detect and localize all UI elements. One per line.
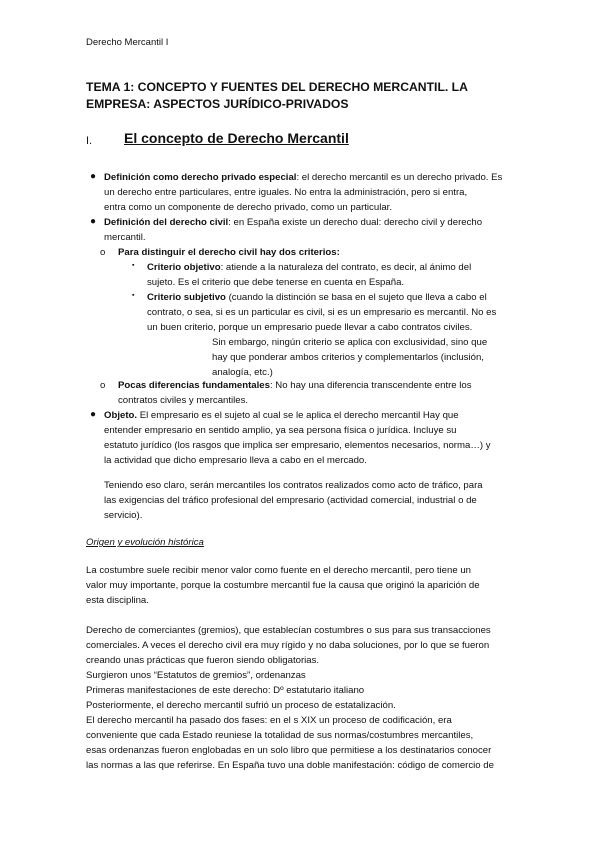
criterio-subjetivo-line-2: contrato, o sea, si es un particular es civil, si es un empresario es mercantil. No es — [147, 307, 497, 318]
document-title: TEMA 1: CONCEPTO Y FUENTES DEL DERECHO MERCANTIL. LA EMPRESA: ASPECTOS JURÍDICO-PRIVADOS — [86, 80, 468, 111]
bullet-circle-icon: o — [100, 380, 106, 391]
bullet-3-line-3: estatuto jurídico (los rasgos que implica ser empresario, elementos necesarios, norma…) y — [104, 440, 491, 451]
criterio-subjetivo-line-4: Sin embargo, ningún criterio se aplica con exclusividad, sino que — [212, 337, 488, 348]
criterio-subjetivo-line-5: hay que ponderar ambos criterios y complementarlos (inclusión, — [212, 352, 484, 363]
bullet-square-icon: ▪ — [132, 262, 135, 269]
paragraph-2-line-3: esta disciplina. — [86, 595, 149, 606]
criterio-subjetivo-line-6: analogía, etc.) — [212, 367, 273, 378]
section-title: El concepto de Derecho Mercantil — [124, 130, 349, 146]
bullet-dot-icon: ● — [90, 409, 97, 420]
paragraph-3-line-7: El derecho mercantil ha pasado dos fases: en el s XIX un proceso de codificación, era — [86, 715, 452, 726]
page-header: Derecho Mercantil I — [86, 37, 169, 48]
bullet-3-line-2: entender empresario en sentido amplio, ya sea persona física o jurídica. Incluye su — [104, 425, 457, 436]
bullet-dot-icon: ● — [90, 216, 97, 227]
paragraph-1-line-1: Teniendo eso claro, serán mercantiles los contratos realizados como acto de tráfico, para — [104, 480, 483, 491]
sub-bullet-criteria: Para distinguir el derecho civil hay dos criterios: — [118, 247, 340, 258]
paragraph-3-line-2: comerciales. A veces el derecho civil era muy rígido y no daba soluciones, por lo que se fueron — [86, 640, 490, 651]
sub-heading: Origen y evolución histórica — [86, 537, 204, 548]
paragraph-3-line-9: esas ordenanzas fueron englobadas en un solo libro que permitiese a los destinatarios conocer — [86, 745, 492, 756]
paragraph-3-line-3: creando unas prácticas que fueron siendo obligatorias. — [86, 655, 320, 666]
criterio-subjetivo-line-1: Criterio subjetivo (cuando la distinción se basa en el sujeto que lleva a cabo el — [147, 292, 487, 303]
bullet-1-line-3: entra como un componente de derecho privado, como un particular. — [104, 202, 392, 213]
paragraph-1-line-2: las exigencias del tráfico profesional del empresario (actividad comercial, industrial o de — [104, 495, 477, 506]
criterio-objetivo-line-1: Criterio objetivo: atiende a la naturaleza del contrato, es decir, al ánimo del — [147, 262, 472, 273]
bullet-square-icon: ▪ — [132, 292, 135, 299]
bullet-3-line-4: la actividad que dicho empresario lleva a cabo en el mercado. — [104, 455, 367, 466]
sub-bullet-differences-line-1: Pocas diferencias fundamentales: No hay una diferencia transcendente entre los — [118, 380, 472, 391]
bullet-3-line-1: Objeto. El empresario es el sujeto al cual se le aplica el derecho mercantil Hay que — [104, 410, 459, 421]
bullet-2-line-1: Definición del derecho civil: en España existe un derecho dual: derecho civil y derecho — [104, 217, 483, 228]
paragraph-3-line-5: Primeras manifestaciones de este derecho: Dº estatutario italiano — [86, 685, 365, 696]
paragraph-3-line-8: conveniente que cada Estado reuniese la totalidad de sus normas/costumbres mercantiles, — [86, 730, 474, 741]
paragraph-3-line-6: Posteriormente, el derecho mercantil sufrió un proceso de estatalización. — [86, 700, 396, 711]
bullet-1-line-2: un derecho entre particulares, entre iguales. No entra la administración, pero si entra, — [104, 187, 468, 198]
criterio-objetivo-line-2: sujeto. Es el criterio que debe tenerse en cuenta en España. — [147, 277, 405, 288]
bullet-2-line-2: mercantil. — [104, 232, 146, 243]
paragraph-3-line-10: las normas a las que referirse. En España tuvo una doble manifestación: código de comercio de — [86, 760, 494, 771]
paragraph-3-line-4: Surgieron unos “Estatutos de gremios”, ordenanzas — [86, 670, 306, 681]
paragraph-1-line-3: servicio). — [104, 510, 143, 521]
sub-bullet-differences-line-2: contratos civiles y mercantiles. — [118, 395, 249, 406]
section-number: I. — [86, 135, 93, 147]
paragraph-2-line-2: valor muy importante, porque la costumbre mercantil fue la causa que originó la aparición de — [86, 580, 480, 591]
bullet-1-line-1: Definición como derecho privado especial: el derecho mercantil es un derecho privado. Es — [104, 172, 503, 183]
bullet-circle-icon: o — [100, 247, 106, 258]
paragraph-2-line-1: La costumbre suele recibir menor valor como fuente en el derecho mercantil, pero tiene un — [86, 565, 472, 576]
criterio-subjetivo-line-3: un buen criterio, porque un empresario puede llevar a cabo contratos civiles. — [147, 322, 473, 333]
bullet-dot-icon: ● — [90, 171, 97, 182]
paragraph-3-line-1: Derecho de comerciantes (gremios), que establecían costumbres o sus para sus transacciones — [86, 625, 491, 636]
